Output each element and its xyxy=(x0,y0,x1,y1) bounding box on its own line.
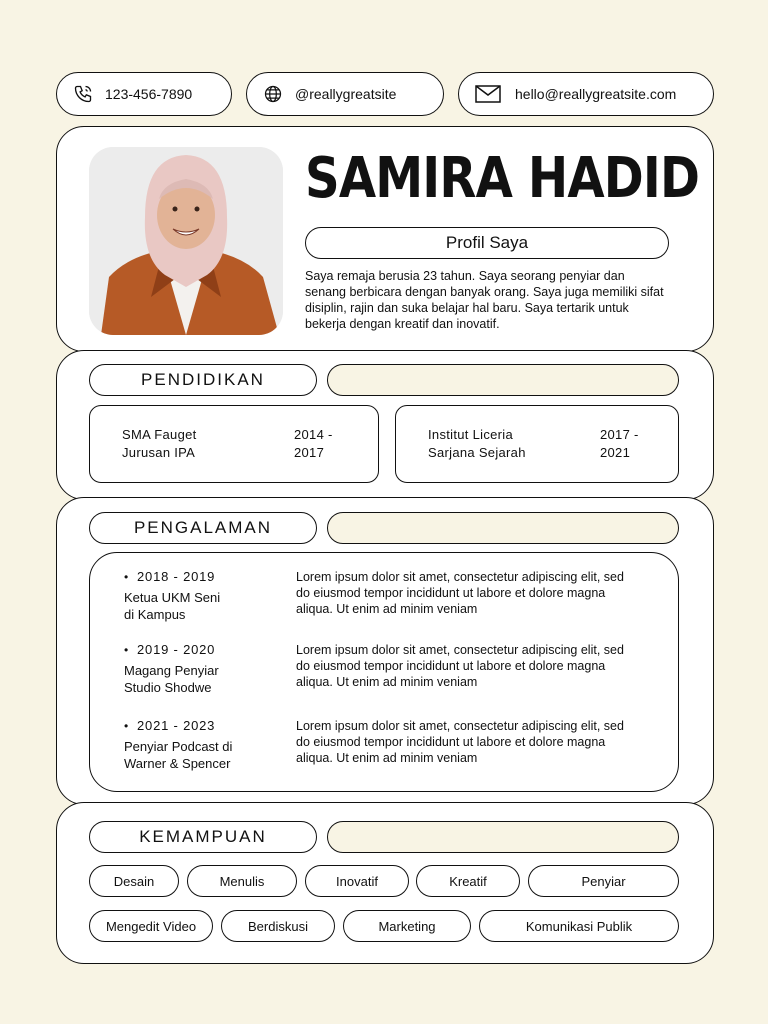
experience-role-line1: Magang Penyiar xyxy=(124,663,219,678)
experience-title-text: PENGALAMAN xyxy=(133,518,273,537)
skill-label: Menulis xyxy=(219,873,265,889)
website-text: @reallygreatsite xyxy=(295,86,397,102)
skill-label: Mengedit Video xyxy=(105,918,197,934)
education-years-end: 2021 xyxy=(600,445,631,460)
header-card xyxy=(56,126,714,352)
skill-tag xyxy=(479,910,679,942)
experience-title xyxy=(89,512,317,544)
skill-label: Berdiskusi xyxy=(248,918,308,934)
skills-title-bar xyxy=(327,821,679,853)
skill-tag xyxy=(187,865,297,897)
education-years-start: 2017 - xyxy=(600,427,639,442)
phone-pill[interactable] xyxy=(56,72,232,116)
education-title-text: PENDIDIKAN xyxy=(141,370,265,389)
school-major: Sarjana Sejarah xyxy=(428,445,526,460)
profile-title xyxy=(305,227,669,259)
experience-period: • 2019 - 2020 xyxy=(124,642,674,657)
mail-icon xyxy=(475,85,501,103)
experience-item xyxy=(124,642,674,696)
education-title xyxy=(89,364,317,396)
experience-item xyxy=(124,569,674,623)
skills-title xyxy=(89,821,317,853)
experience-description: Lorem ipsum dolor sit amet, consectetur adipiscing elit, sed do eiusmod tempor incididunt ut labore et dolore magna aliqua. Ut enim ad minim veniam xyxy=(296,570,624,616)
skill-tag xyxy=(343,910,471,942)
email-text: hello@reallygreatsite.com xyxy=(515,86,677,102)
experience-period: • 2018 - 2019 xyxy=(124,569,674,584)
phone-icon xyxy=(73,84,93,104)
education-years-start: 2014 - xyxy=(294,427,333,442)
skill-label: Inovatif xyxy=(336,873,378,889)
skill-label: Marketing xyxy=(378,918,436,934)
skill-tag xyxy=(416,865,520,897)
profile-title-text: Profil Saya xyxy=(445,233,529,252)
skill-tag xyxy=(305,865,409,897)
education-title-bar xyxy=(327,364,679,396)
portrait-illustration xyxy=(89,147,283,335)
experience-period: • 2021 - 2023 xyxy=(124,718,674,733)
school-major: Jurusan IPA xyxy=(122,445,196,460)
profile-photo xyxy=(89,147,283,335)
skill-label: Desain xyxy=(113,873,155,889)
experience-role-line2: Studio Shodwe xyxy=(124,680,212,695)
profile-description: Saya remaja berusia 23 tahun. Saya seorang penyiar dan senang berbicara dengan banyak orang. Saya juga memiliki sifat disiplin, rajin dan suka belajar hal baru. Saya tertarik untuk bekerja dengan kreatif dan inovatif. xyxy=(305,269,664,331)
experience-description: Lorem ipsum dolor sit amet, consectetur adipiscing elit, sed do eiusmod tempor incididunt ut labore et dolore magna aliqua. Ut enim ad minim veniam xyxy=(296,643,624,689)
skill-label: Kreatif xyxy=(449,873,487,889)
skill-tag xyxy=(221,910,335,942)
skill-tag xyxy=(89,865,179,897)
website-pill[interactable] xyxy=(246,72,444,116)
skill-label: Komunikasi Publik xyxy=(525,918,633,934)
education-item xyxy=(89,405,379,483)
experience-role-line1: Penyiar Podcast di xyxy=(124,739,233,754)
skill-label: Penyiar xyxy=(581,873,626,889)
experience-role-line1: Ketua UKM Seni xyxy=(124,590,221,605)
experience-title-bar xyxy=(327,512,679,544)
skills-title-text: KEMAMPUAN xyxy=(139,827,267,846)
globe-icon xyxy=(263,84,283,104)
school-name: Institut Liceria xyxy=(428,427,514,442)
school-name: SMA Fauget xyxy=(122,427,197,442)
experience-role-line2: di Kampus xyxy=(124,607,186,622)
education-years-end: 2017 xyxy=(294,445,325,460)
skill-tag xyxy=(89,910,213,942)
experience-list xyxy=(89,552,679,792)
email-pill[interactable] xyxy=(458,72,714,116)
experience-item xyxy=(124,718,674,772)
candidate-name: SAMIRA HADID xyxy=(305,146,700,211)
phone-number: 123-456-7890 xyxy=(105,86,193,102)
skills-card xyxy=(56,802,714,964)
education-item xyxy=(395,405,679,483)
skill-tag xyxy=(528,865,679,897)
experience-card xyxy=(56,497,714,805)
experience-role-line2: Warner & Spencer xyxy=(124,756,231,771)
education-card xyxy=(56,350,714,500)
experience-description: Lorem ipsum dolor sit amet, consectetur adipiscing elit, sed do eiusmod tempor incididunt ut labore et dolore magna aliqua. Ut enim ad minim veniam xyxy=(296,719,624,765)
